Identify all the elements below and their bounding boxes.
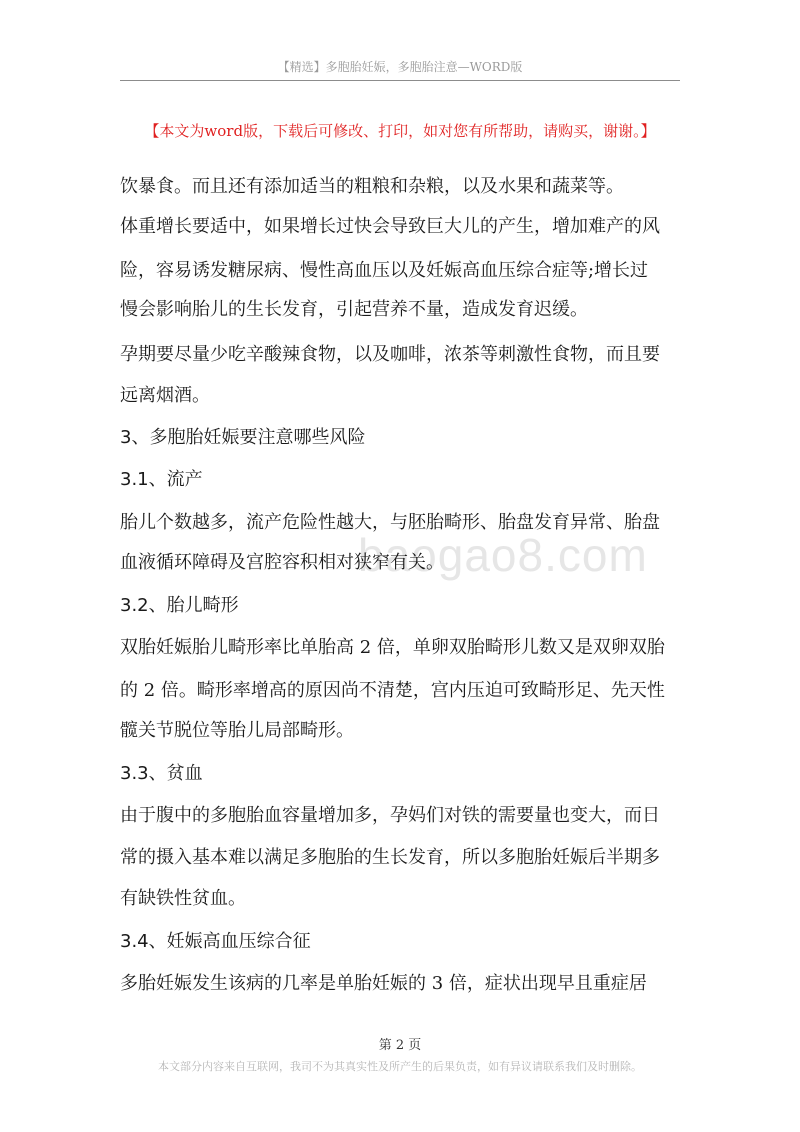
paragraph-line: 双胎妊娠胎儿畸形率比单胎高 2 倍，单卵双胎畸形儿数又是双卵双胎 bbox=[120, 637, 665, 658]
paragraph-line: 常的摄入基本难以满足多胞胎的生长发育，所以多胞胎妊娠后半期多 bbox=[120, 847, 660, 868]
paragraph-line: 饮暴食。而且还有添加适当的粗粮和杂粮，以及水果和蔬菜等。 bbox=[120, 176, 624, 197]
purchase-notice: 【本文为word版，下载后可修改、打印，如对您有所帮助，请购买，谢谢。】 bbox=[144, 122, 656, 140]
watermark-text: baogao8.com bbox=[358, 529, 648, 581]
paragraph-line: 体重增长要适中，如果增长过快会导致巨大儿的产生，增加难产的风 bbox=[120, 216, 660, 237]
paragraph-line: 有缺铁性贫血。 bbox=[120, 888, 246, 909]
subsection-heading: 3.1、流产 bbox=[120, 469, 203, 490]
paragraph-line: 的 2 倍。畸形率增高的原因尚不清楚，宫内压迫可致畸形足、先天性 bbox=[120, 680, 665, 701]
paragraph-line: 髋关节脱位等胎儿局部畸形。 bbox=[120, 720, 354, 741]
paragraph-line: 远离烟酒。 bbox=[120, 385, 210, 406]
section-heading: 3、多胞胎妊娠要注意哪些风险 bbox=[120, 427, 366, 448]
subsection-heading: 3.2、胎儿畸形 bbox=[120, 595, 239, 616]
paragraph-line: 孕期要尽量少吃辛酸辣食物，以及咖啡，浓茶等刺激性食物，而且要 bbox=[120, 344, 660, 365]
header-divider bbox=[120, 80, 680, 81]
paragraph-line: 险，容易诱发糖尿病、慢性高血压以及妊娠高血压综合症等;增长过 bbox=[120, 260, 649, 281]
paragraph-line: 血液循环障碍及宫腔容积相对狭窄有关。 bbox=[120, 552, 444, 573]
footer-disclaimer: 本文部分内容来自互联网，我司不为其真实性及所产生的后果负责，如有异议请联系我们及时删除。 bbox=[158, 1060, 642, 1073]
paragraph-line: 胎儿个数越多，流产危险性越大，与胚胎畸形、胎盘发育异常、胎盘 bbox=[120, 512, 660, 533]
paragraph-line: 慢会影响胎儿的生长发育，引起营养不量，造成发育迟缓。 bbox=[120, 299, 588, 320]
paragraph-line: 由于腹中的多胞胎血容量增加多，孕妈们对铁的需要量也变大，而日 bbox=[120, 805, 660, 826]
paragraph-line: 多胎妊娠发生该病的几率是单胎妊娠的 3 倍，症状出现早且重症居 bbox=[120, 973, 647, 994]
subsection-heading: 3.4、妊娠高血压综合征 bbox=[120, 931, 311, 952]
page-header-title: 【精选】多胞胎妊娠，多胞胎注意—WORD版 bbox=[277, 60, 523, 74]
subsection-heading: 3.3、贫血 bbox=[120, 763, 203, 784]
page-number: 第 2 页 bbox=[378, 1038, 422, 1053]
